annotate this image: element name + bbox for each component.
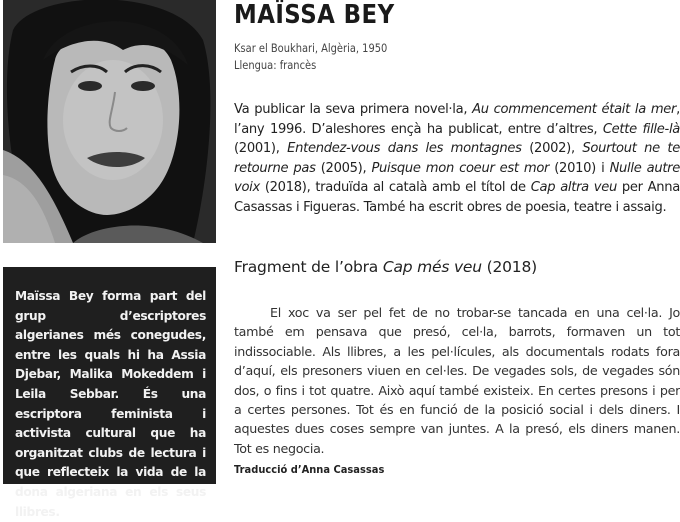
author-summary-text: Maïssa Bey forma part del grup d’escriptores algerianes més conegudes, entre les quals hi ha Assia Djebar, Malika Mokeddem i Leila Sebbar. És una escriptora feminista i activista cultural que ha organitzat clubs de lectura i que reflecteix la vida de la dona algeriana en els seus llibres. [15,289,206,519]
work-title: Au commencement était la mer [472,102,677,117]
fragment-work-title: Cap més veu [382,258,482,276]
work-title: Cap altra veu [530,180,617,196]
work-title: Entendez-vous dans les montagnes [287,141,522,157]
author-portrait [3,0,216,243]
work-title: Cette fille-là [602,121,680,137]
fragment-heading: Fragment de l’obra Cap més veu (2018) [234,258,537,276]
author-meta [234,40,387,74]
author-summary-box [3,267,216,519]
work-title: Puisque mon coeur est mor [371,160,550,176]
work-title: Nulle autre voix [234,160,680,196]
author-birth: Ksar el Boukhari, Algèria, 1950 [234,41,388,55]
work-title: Sourtout ne te retourne pas [234,141,680,176]
author-language: Llengua: francès [234,58,317,72]
author-name: MAÏSSA BEY [234,0,395,30]
author-bio: Va publicar la seva primera novel·la, Au commencement était la mer, l’any 1996. D’aleshores ençà ha publicat, entre d’altres, Cette fille-là (2001), Entendez-vous dans les montagnes (2002), Sourtout ne te retourne pas (2005), Puisque mon coeur est mor (2010) i Nulle autre voix (2018), traduïda al català amb el títol de Cap altra veu per Anna Casassas i Figueras. També ha escrit obres de poesia, teatre i assaig. [234,102,680,215]
fragment-excerpt: El xoc va ser pel fet de no trobar-se tancada en una cel·la. Jo també em pensava que presó, cel·la, barrots, formaven un tot indissociable. Als llibres, a les pel·lícules, als documentals rodats fora d’aquí, els presoners viuen en cel·les. De vegades sols, de vegades són dos, o fins i tot quatre. Això aquí també existeix. En certes presons i per a certes persones. Tot és en funció de la posició social i dels diners. I aquestes dues coses sempre van juntes. A la presó, els diners manen. Tot es negocia. [234,305,680,456]
translator-credit: Traducció d’Anna Casassas [234,463,385,476]
